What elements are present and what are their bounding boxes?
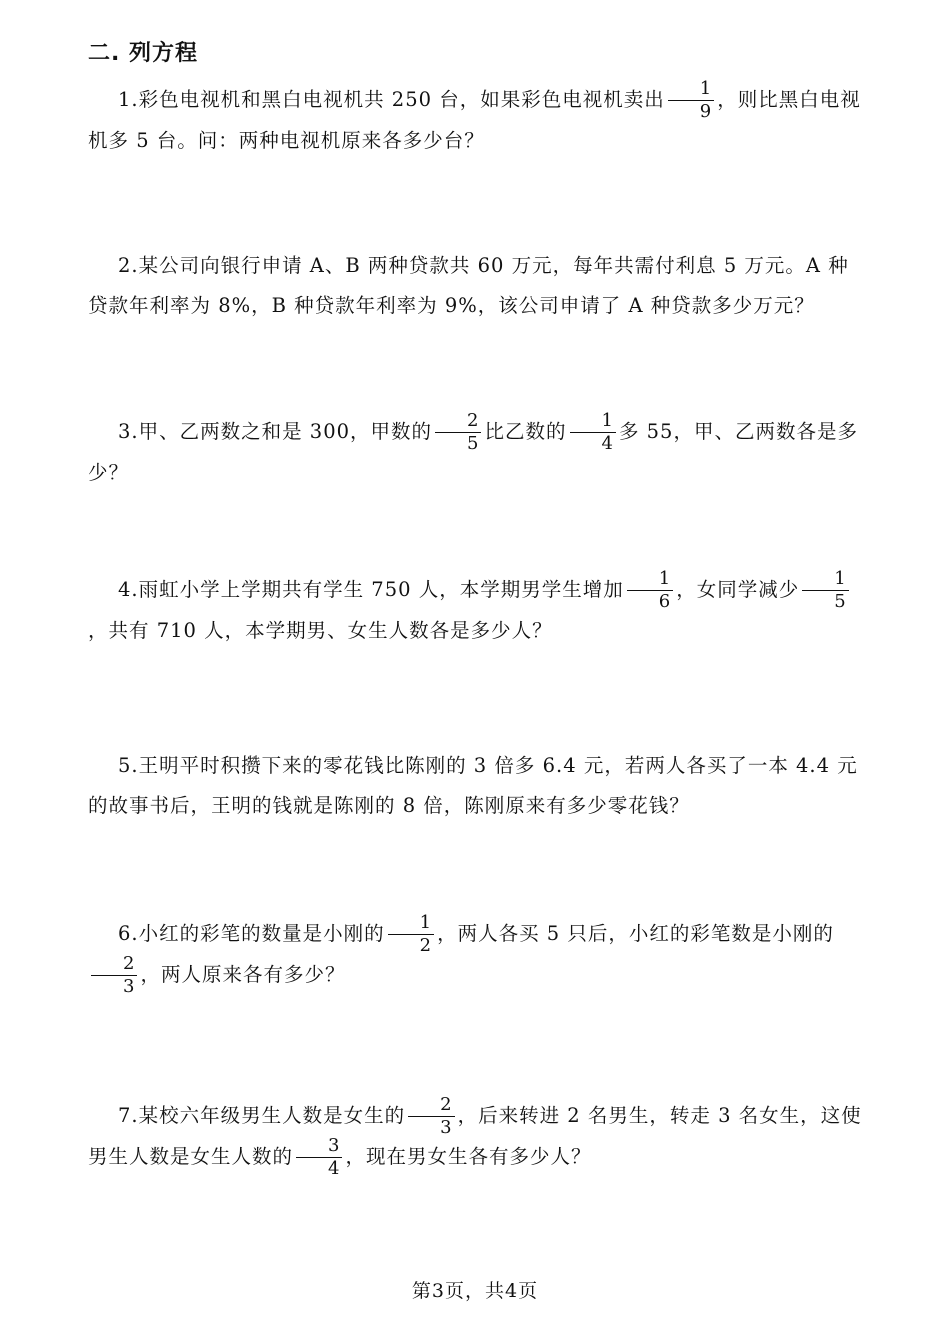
- fraction: [668, 80, 714, 121]
- problem-6: [88, 914, 864, 996]
- section-title: 二. 列方程: [88, 41, 199, 66]
- problem-number: 1.: [118, 88, 139, 111]
- fraction-numerator: 1: [802, 570, 848, 591]
- problem-5: [88, 746, 864, 826]
- fraction: [91, 955, 137, 996]
- problem-number: 5.: [118, 754, 139, 777]
- fraction-numerator: 1: [570, 412, 616, 433]
- fraction-numerator: 2: [435, 412, 481, 433]
- fraction-numerator: 3: [296, 1137, 342, 1158]
- fraction-denominator: 3: [123, 976, 136, 997]
- problem-text: 甲、乙两数之和是 300，甲数的: [138, 420, 433, 443]
- problem-text: ，现在男女生各有多少人？: [345, 1145, 592, 1168]
- problem-number: 7.: [118, 1104, 139, 1127]
- fraction-numerator: 1: [388, 914, 434, 935]
- fraction-denominator: 2: [419, 935, 433, 956]
- page-footer: 第3页，共4页: [411, 1280, 539, 1302]
- problem-number: 4.: [118, 578, 139, 601]
- fraction-numerator: 1: [627, 570, 673, 591]
- problem-text: 多 55，甲、乙两数各是多少？: [88, 420, 858, 484]
- problem-text: ，共有 710 人，本学期男、女生人数各是多少人？: [88, 619, 553, 642]
- problem-number: 3.: [118, 420, 139, 443]
- fraction-denominator: 4: [328, 1158, 341, 1179]
- fraction: [570, 412, 616, 453]
- fraction: [435, 412, 481, 453]
- problem-number: 6.: [118, 922, 139, 945]
- fraction: [627, 570, 673, 611]
- fraction-denominator: 4: [601, 433, 614, 454]
- fraction-denominator: 3: [440, 1117, 453, 1138]
- problem-text: ，两人原来各有多少？: [140, 963, 346, 986]
- problem-text: 某公司向银行申请 A、B 两种贷款共 60 万元，每年共需付利息 5 万元。A 种贷款年利率为 8%，B 种贷款年利率为 9%，该公司申请了 A 种贷款多少万元？: [88, 254, 849, 317]
- fraction-numerator: 2: [91, 955, 137, 976]
- problem-text: 某校六年级男生人数是女生的: [138, 1104, 406, 1127]
- fraction-numerator: 1: [668, 80, 714, 101]
- problem-7: [88, 1096, 864, 1178]
- problem-text: ，女同学减少: [676, 578, 800, 601]
- problem-text: 彩色电视机和黑白电视机共 250 台，如果彩色电视机卖出: [138, 88, 665, 111]
- fraction-denominator: 6: [658, 591, 672, 612]
- problem-text: 小红的彩笔的数量是小刚的: [138, 922, 385, 945]
- fraction-denominator: 9: [699, 101, 713, 122]
- problem-4: [88, 570, 864, 651]
- problem-number: 2.: [118, 254, 139, 277]
- problem-1: [88, 80, 864, 161]
- problem-text: 王明平时积攒下来的零花钱比陈刚的 3 倍多 6.4 元，若两人各买了一本 4.4 元的故事书后，王明的钱就是陈刚的 8 倍，陈刚原来有多少零花钱？: [88, 754, 858, 817]
- problem-text: ，后来转进 2 名男生，转走 3 名女生，这使男生人数是女生人数的: [88, 1104, 862, 1168]
- problem-3: [88, 412, 864, 493]
- fraction: [388, 914, 434, 955]
- fraction: [802, 570, 848, 611]
- fraction: [296, 1137, 342, 1178]
- problem-2: [88, 246, 864, 326]
- problem-text: 比乙数的: [484, 420, 567, 443]
- fraction-denominator: 5: [834, 591, 847, 612]
- problem-text: ，则比黑白电视机多 5 台。问：两种电视机原来各多少台？: [88, 88, 861, 152]
- fraction-numerator: 2: [408, 1096, 454, 1117]
- problem-text: 雨虹小学上学期共有学生 750 人，本学期男学生增加: [138, 578, 624, 601]
- fraction-denominator: 5: [467, 433, 480, 454]
- problem-text: ，两人各买 5 只后，小红的彩笔数是小刚的: [437, 922, 834, 945]
- fraction: [408, 1096, 454, 1137]
